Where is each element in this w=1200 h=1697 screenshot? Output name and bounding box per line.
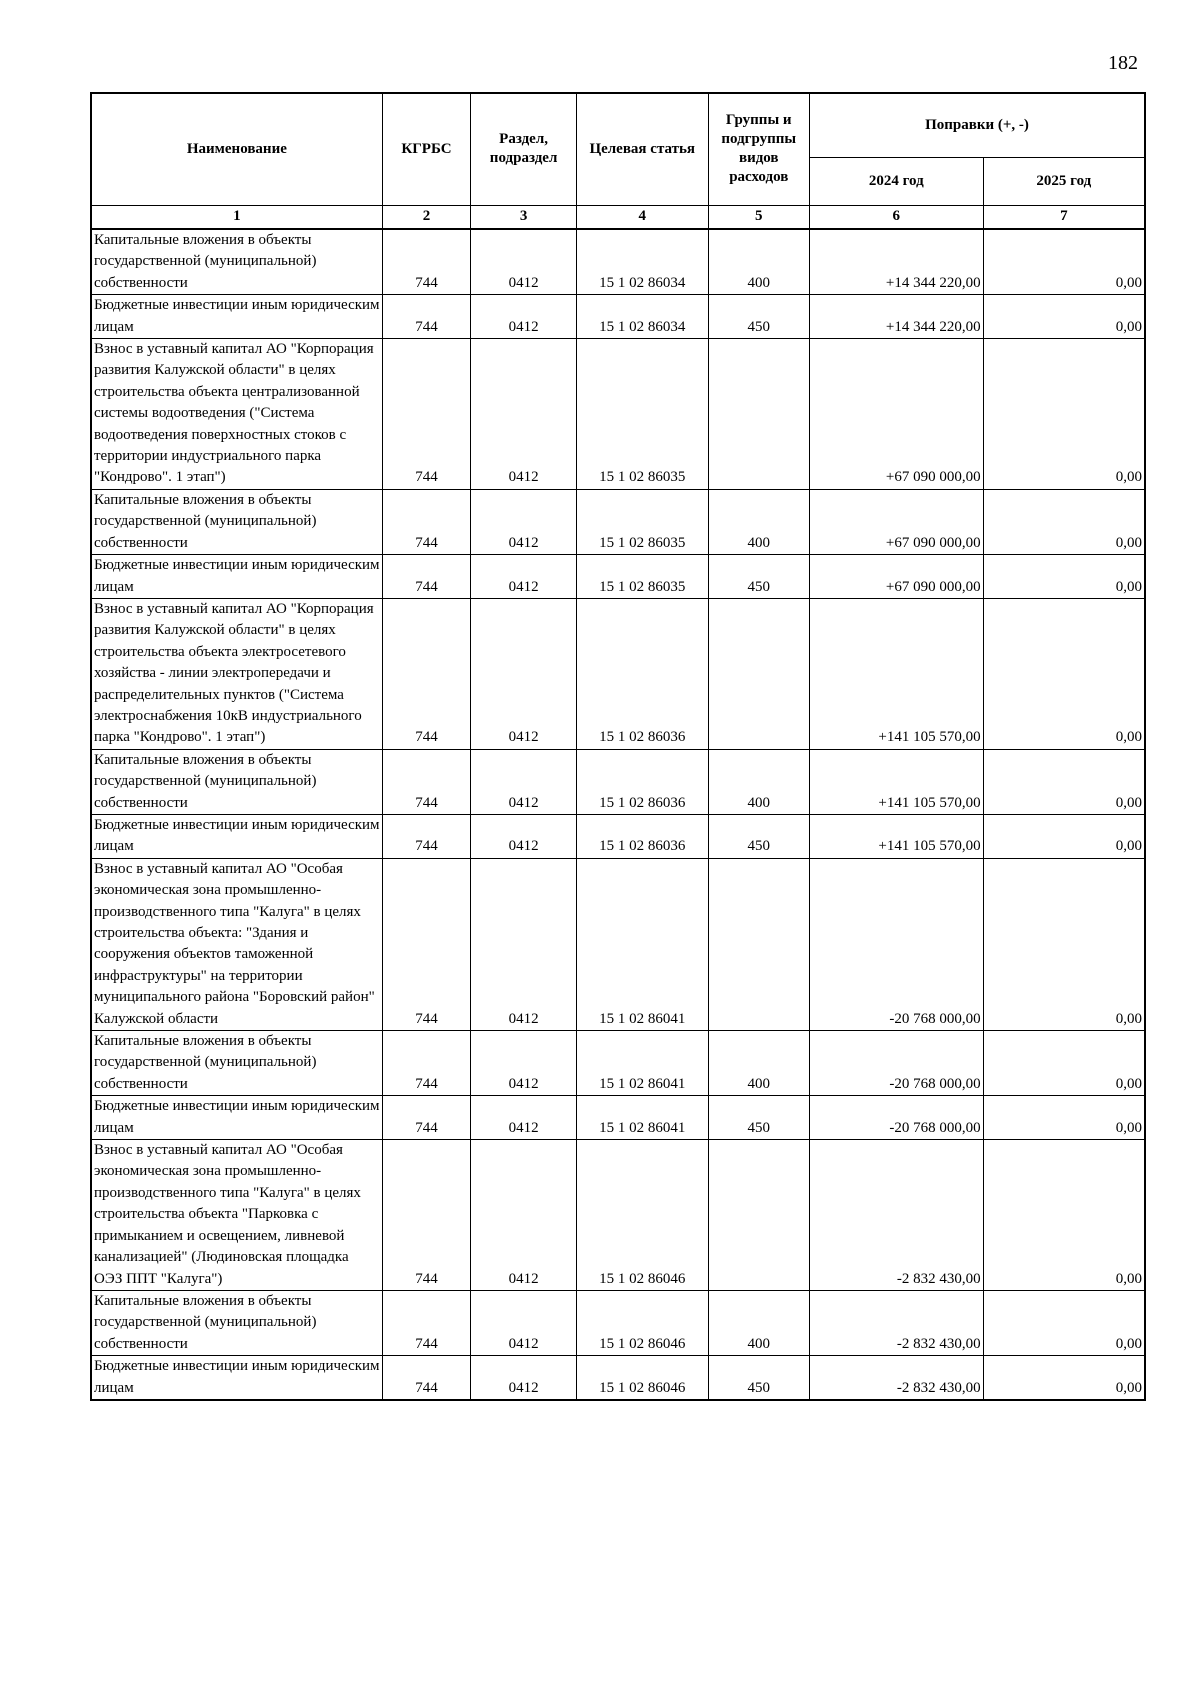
- row-amount-2025: 0,00: [983, 814, 1145, 858]
- header-amendments: Поправки (+, -): [809, 93, 1145, 157]
- table-row: [91, 1140, 1145, 1291]
- row-kgrbs: 744: [382, 1290, 470, 1355]
- row-amount-2024: +67 090 000,00: [809, 489, 983, 554]
- row-group: 450: [708, 1356, 809, 1400]
- row-group: 400: [708, 1290, 809, 1355]
- row-name: Капитальные вложения в объекты государственной (муниципальной) собственности: [91, 749, 382, 814]
- table-row: [91, 295, 1145, 339]
- row-target: 15 1 02 86041: [576, 1096, 708, 1140]
- column-number: 5: [708, 205, 809, 229]
- table-row: [91, 749, 1145, 814]
- row-section: 0412: [471, 295, 577, 339]
- row-amount-2025: 0,00: [983, 1356, 1145, 1400]
- row-kgrbs: 744: [382, 1140, 470, 1291]
- row-group: 450: [708, 1096, 809, 1140]
- row-kgrbs: 744: [382, 229, 470, 295]
- row-group: [708, 339, 809, 490]
- row-group: 400: [708, 489, 809, 554]
- row-name: Капитальные вложения в объекты государственной (муниципальной) собственности: [91, 489, 382, 554]
- row-section: 0412: [471, 814, 577, 858]
- row-amount-2024: -20 768 000,00: [809, 858, 983, 1030]
- row-target: 15 1 02 86035: [576, 555, 708, 599]
- row-kgrbs: 744: [382, 489, 470, 554]
- row-section: 0412: [471, 555, 577, 599]
- row-group: 450: [708, 814, 809, 858]
- row-name: Взнос в уставный капитал АО "Корпорация развития Калужской области" в целях строительства объекта централизованной системы водоотведения ("Система водоотведения поверхностных стоков с территории индустриального парка "Кондрово". 1 этап"): [91, 339, 382, 490]
- row-section: 0412: [471, 1096, 577, 1140]
- row-group: [708, 858, 809, 1030]
- row-target: 15 1 02 86041: [576, 1031, 708, 1096]
- row-amount-2025: 0,00: [983, 555, 1145, 599]
- row-name: Взнос в уставный капитал АО "Корпорация развития Калужской области" в целях строительства объекта электросетевого хозяйства - линии электропередачи и распределительных пунктов ("Система электроснабжения 10кВ индустриального парка "Кондрово". 1 этап"): [91, 598, 382, 749]
- row-name: Бюджетные инвестиции иным юридическим лицам: [91, 1096, 382, 1140]
- row-target: 15 1 02 86035: [576, 489, 708, 554]
- header-year-2024: 2024 год: [809, 157, 983, 205]
- row-kgrbs: 744: [382, 1096, 470, 1140]
- table-row: [91, 489, 1145, 554]
- row-name: Взнос в уставный капитал АО "Особая экономическая зона промышленно-производственного типа "Калуга" в целях строительства объекта: "Здания и сооружения объектов таможенной инфраструктуры" на территории муниципального района "Боровский район" Калужской области: [91, 858, 382, 1030]
- row-kgrbs: 744: [382, 749, 470, 814]
- table-row: [91, 858, 1145, 1030]
- header-groups: Группы и подгруппы видов расходов: [708, 93, 809, 205]
- row-amount-2024: -20 768 000,00: [809, 1096, 983, 1140]
- row-section: 0412: [471, 858, 577, 1030]
- header-year-2025: 2025 год: [983, 157, 1145, 205]
- row-group: [708, 598, 809, 749]
- row-target: 15 1 02 86034: [576, 229, 708, 295]
- column-number: 3: [471, 205, 577, 229]
- row-name: Бюджетные инвестиции иным юридическим лицам: [91, 814, 382, 858]
- row-amount-2025: 0,00: [983, 1140, 1145, 1291]
- row-kgrbs: 744: [382, 339, 470, 490]
- row-amount-2025: 0,00: [983, 1031, 1145, 1096]
- row-section: 0412: [471, 489, 577, 554]
- table-row: [91, 1290, 1145, 1355]
- header-target: Целевая статья: [576, 93, 708, 205]
- row-name: Бюджетные инвестиции иным юридическим лицам: [91, 1356, 382, 1400]
- row-target: 15 1 02 86046: [576, 1356, 708, 1400]
- row-section: 0412: [471, 749, 577, 814]
- table-row: [91, 1031, 1145, 1096]
- header-section: Раздел, подраздел: [471, 93, 577, 205]
- row-amount-2024: -2 832 430,00: [809, 1290, 983, 1355]
- row-target: 15 1 02 86036: [576, 749, 708, 814]
- row-group: 400: [708, 1031, 809, 1096]
- row-group: 400: [708, 229, 809, 295]
- row-target: 15 1 02 86036: [576, 598, 708, 749]
- row-section: 0412: [471, 598, 577, 749]
- row-amount-2025: 0,00: [983, 749, 1145, 814]
- row-amount-2024: +14 344 220,00: [809, 295, 983, 339]
- column-number: 7: [983, 205, 1145, 229]
- table-row: [91, 814, 1145, 858]
- row-amount-2025: 0,00: [983, 1290, 1145, 1355]
- header-name: Наименование: [91, 93, 382, 205]
- row-target: 15 1 02 86035: [576, 339, 708, 490]
- row-target: 15 1 02 86041: [576, 858, 708, 1030]
- page-number: 182: [1108, 52, 1138, 74]
- row-kgrbs: 744: [382, 598, 470, 749]
- column-number: 4: [576, 205, 708, 229]
- row-amount-2024: +141 105 570,00: [809, 814, 983, 858]
- row-amount-2024: -2 832 430,00: [809, 1140, 983, 1291]
- row-kgrbs: 744: [382, 1356, 470, 1400]
- row-amount-2025: 0,00: [983, 598, 1145, 749]
- row-amount-2024: +141 105 570,00: [809, 749, 983, 814]
- table-row: [91, 1356, 1145, 1400]
- table-row: [91, 229, 1145, 295]
- row-section: 0412: [471, 1140, 577, 1291]
- row-kgrbs: 744: [382, 1031, 470, 1096]
- row-amount-2024: -20 768 000,00: [809, 1031, 983, 1096]
- header-kgrbs: КГРБС: [382, 93, 470, 205]
- column-number: 1: [91, 205, 382, 229]
- column-number-row: [91, 205, 1145, 229]
- row-amount-2024: -2 832 430,00: [809, 1356, 983, 1400]
- row-target: 15 1 02 86046: [576, 1140, 708, 1291]
- row-target: 15 1 02 86046: [576, 1290, 708, 1355]
- table-row: [91, 339, 1145, 490]
- row-name: Бюджетные инвестиции иным юридическим лицам: [91, 295, 382, 339]
- row-group: 450: [708, 295, 809, 339]
- row-name: Капитальные вложения в объекты государственной (муниципальной) собственности: [91, 1290, 382, 1355]
- row-section: 0412: [471, 339, 577, 490]
- row-group: [708, 1140, 809, 1291]
- row-name: Капитальные вложения в объекты государственной (муниципальной) собственности: [91, 229, 382, 295]
- row-section: 0412: [471, 1356, 577, 1400]
- row-kgrbs: 744: [382, 295, 470, 339]
- row-target: 15 1 02 86034: [576, 295, 708, 339]
- row-amount-2025: 0,00: [983, 339, 1145, 490]
- row-name: Капитальные вложения в объекты государственной (муниципальной) собственности: [91, 1031, 382, 1096]
- row-group: 400: [708, 749, 809, 814]
- row-amount-2025: 0,00: [983, 858, 1145, 1030]
- row-amount-2024: +67 090 000,00: [809, 339, 983, 490]
- budget-table: [90, 92, 1146, 1401]
- row-amount-2024: +141 105 570,00: [809, 598, 983, 749]
- row-section: 0412: [471, 229, 577, 295]
- row-name: Взнос в уставный капитал АО "Особая экономическая зона промышленно-производственного типа "Калуга" в целях строительства объекта "Парковка с примыканием и освещением, ливневой канализацией" (Людиновская площадка ОЭЗ ППТ "Калуга"): [91, 1140, 382, 1291]
- row-amount-2025: 0,00: [983, 1096, 1145, 1140]
- row-name: Бюджетные инвестиции иным юридическим лицам: [91, 555, 382, 599]
- row-kgrbs: 744: [382, 814, 470, 858]
- row-amount-2024: +67 090 000,00: [809, 555, 983, 599]
- row-kgrbs: 744: [382, 555, 470, 599]
- row-kgrbs: 744: [382, 858, 470, 1030]
- row-amount-2025: 0,00: [983, 229, 1145, 295]
- row-amount-2024: +14 344 220,00: [809, 229, 983, 295]
- table-row: [91, 555, 1145, 599]
- row-section: 0412: [471, 1031, 577, 1096]
- column-number: 6: [809, 205, 983, 229]
- row-amount-2025: 0,00: [983, 295, 1145, 339]
- row-target: 15 1 02 86036: [576, 814, 708, 858]
- row-section: 0412: [471, 1290, 577, 1355]
- table-row: [91, 598, 1145, 749]
- column-number: 2: [382, 205, 470, 229]
- row-amount-2025: 0,00: [983, 489, 1145, 554]
- table-row: [91, 1096, 1145, 1140]
- row-group: 450: [708, 555, 809, 599]
